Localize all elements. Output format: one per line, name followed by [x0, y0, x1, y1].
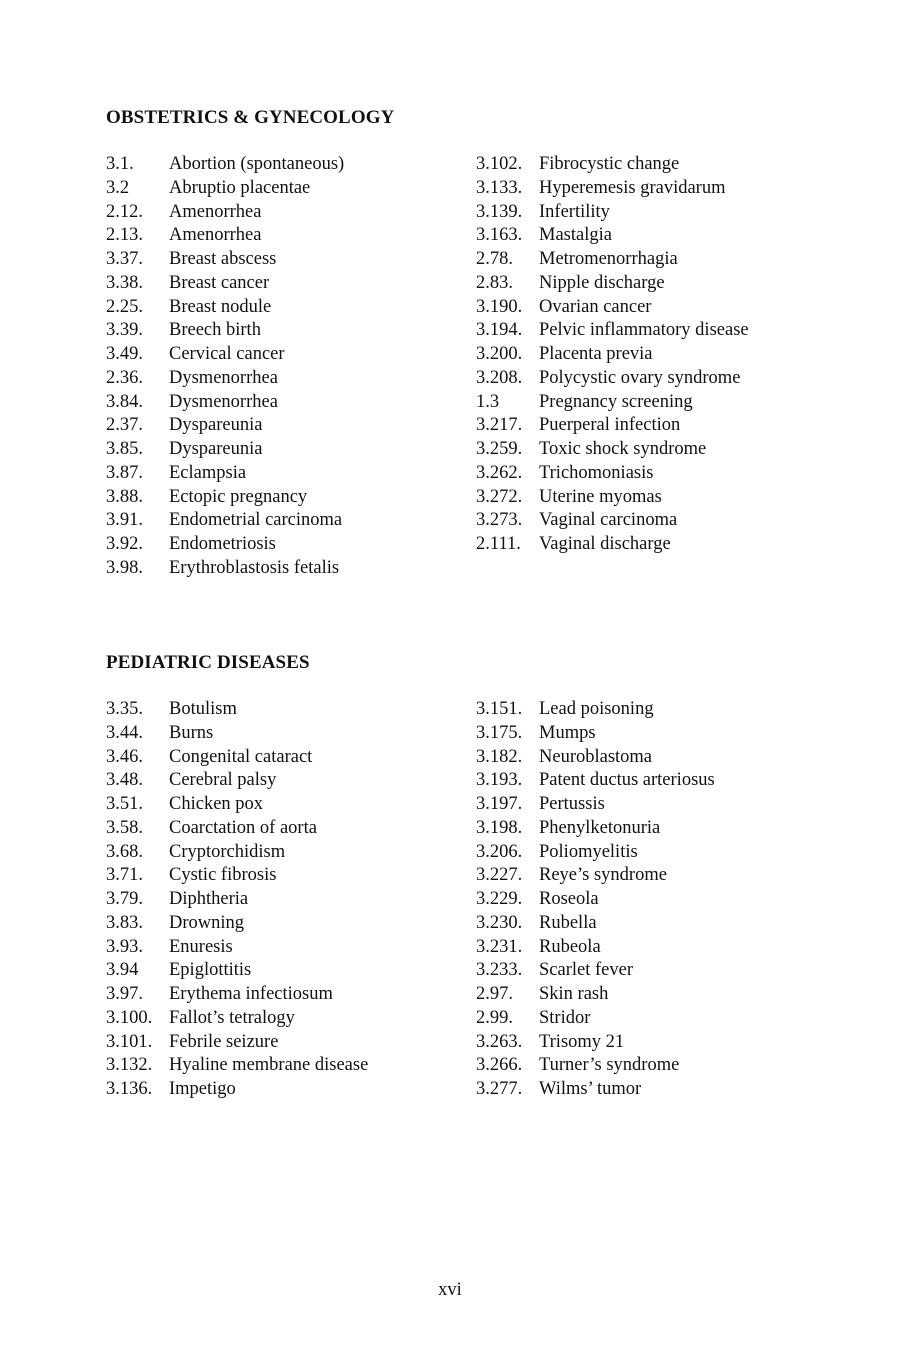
entry-term: Stridor — [539, 1007, 591, 1028]
index-entry — [476, 698, 715, 722]
index-entry — [476, 817, 715, 841]
entry-number: 3.97. — [106, 984, 143, 1004]
entry-number: 3.102. — [476, 154, 523, 174]
entry-term: Eclampsia — [169, 462, 247, 483]
index-entry — [106, 438, 344, 462]
index-entry — [476, 177, 749, 201]
index-entry — [476, 864, 715, 888]
index-entry — [476, 769, 715, 793]
index-entry — [476, 272, 749, 296]
entry-number: 2.83. — [476, 272, 513, 293]
index-entry — [106, 888, 368, 912]
entry-number: 3.48. — [106, 770, 143, 791]
entry-number: 3.198. — [476, 817, 523, 838]
entry-term: Poliomyelitis — [539, 841, 638, 862]
index-entry — [106, 391, 344, 415]
entry-term: Rubeola — [539, 936, 601, 957]
entry-number: 3.272. — [476, 486, 523, 507]
index-entry — [476, 1007, 715, 1031]
index-entry — [106, 722, 368, 746]
page-number: xvi — [438, 1280, 462, 1300]
entry-number: 3.230. — [476, 912, 523, 933]
section-heading-pediatric: PEDIATRIC DISEASES — [106, 652, 310, 673]
entry-number: 3.83. — [106, 912, 143, 933]
entry-number: 3.190. — [476, 296, 523, 317]
entry-number: 3.58. — [106, 817, 143, 838]
entry-term: Abruptio placentae — [169, 177, 311, 198]
entry-term: Turner’s syndrome — [539, 1055, 680, 1076]
entry-term: Erythroblastosis fetalis — [169, 557, 340, 578]
entry-number: 3.277. — [476, 1079, 523, 1099]
index-entry — [106, 272, 344, 296]
index-entry — [106, 177, 344, 201]
entry-number: 3.91. — [106, 510, 143, 531]
entry-number: 3.227. — [476, 865, 523, 886]
entry-term: Breech birth — [169, 320, 261, 341]
index-entry — [476, 1031, 715, 1055]
entry-term: Placenta previa — [539, 344, 653, 364]
entry-term: Botulism — [169, 699, 237, 719]
entry-term: Wilms’ tumor — [539, 1079, 642, 1099]
entry-number: 3.35. — [106, 699, 143, 719]
entry-number: 3.38. — [106, 272, 143, 293]
entry-term: Vaginal carcinoma — [539, 510, 678, 531]
entry-number: 3.46. — [106, 746, 143, 767]
index-entry — [476, 486, 749, 510]
entry-term: Epiglottitis — [169, 960, 252, 981]
entry-term: Mumps — [539, 722, 596, 743]
entry-term: Infertility — [539, 201, 610, 222]
index-entry — [106, 367, 344, 391]
entry-number: 3.263. — [476, 1031, 523, 1052]
entry-term: Nipple discharge — [539, 272, 665, 293]
entry-number: 3.151. — [476, 699, 523, 719]
entry-term: Fibrocystic change — [539, 154, 680, 174]
entry-term: Chicken pox — [169, 794, 264, 814]
entry-number: 3.217. — [476, 415, 523, 436]
entry-term: Dyspareunia — [169, 439, 263, 459]
entry-term: Breast nodule — [169, 296, 272, 317]
entry-number: 2.36. — [106, 367, 143, 388]
index-entry — [106, 557, 344, 581]
entry-number: 3.262. — [476, 462, 523, 483]
index-entry — [106, 864, 368, 888]
entry-term: Polycystic ovary syndrome — [539, 367, 741, 388]
entry-term: Drowning — [169, 912, 245, 933]
entry-term: Impetigo — [169, 1079, 236, 1099]
index-entry — [476, 722, 715, 746]
entry-term: Mastalgia — [539, 225, 612, 246]
index-entry — [106, 1031, 368, 1055]
entry-number: 3.88. — [106, 486, 143, 507]
entry-number: 3.193. — [476, 770, 523, 791]
entry-term: Hyperemesis gravidarum — [539, 177, 726, 198]
index-entry — [476, 509, 749, 533]
entry-number: 3.132. — [106, 1055, 153, 1076]
index-entry — [106, 983, 368, 1007]
index-entry — [106, 224, 344, 248]
index-entry — [476, 793, 715, 817]
entry-number: 3.136. — [106, 1079, 153, 1099]
index-entry — [476, 983, 715, 1007]
entry-term: Abortion (spontaneous) — [169, 154, 345, 174]
entry-term: Puerperal infection — [539, 415, 681, 436]
index-entry — [476, 153, 749, 177]
entry-term: Cerebral palsy — [169, 770, 277, 791]
entry-term: Cervical cancer — [169, 344, 285, 364]
entry-number: 3.206. — [476, 841, 523, 862]
index-entry — [476, 912, 715, 936]
entry-number: 3.100. — [106, 1007, 153, 1028]
entry-number: 3.163. — [476, 225, 523, 246]
entry-number: 3.85. — [106, 439, 143, 459]
entry-term: Enuresis — [169, 936, 233, 957]
entry-number: 3.175. — [476, 722, 523, 743]
entry-term: Burns — [169, 722, 214, 743]
entry-number: 3.49. — [106, 344, 143, 364]
entry-term: Breast cancer — [169, 272, 270, 293]
entry-number: 3.197. — [476, 794, 523, 814]
entry-term: Toxic shock syndrome — [539, 439, 707, 459]
entry-number: 1.3 — [476, 391, 500, 412]
entry-term: Uterine myomas — [539, 486, 662, 507]
index-entry — [106, 248, 344, 272]
index-entry — [476, 296, 749, 320]
entry-term: Vaginal discharge — [539, 534, 671, 554]
index-entry — [106, 698, 368, 722]
entry-term: Skin rash — [539, 984, 609, 1004]
entry-number: 3.231. — [476, 936, 523, 957]
obgyn-left-column — [106, 153, 344, 581]
entry-term: Dyspareunia — [169, 415, 263, 436]
index-entry — [476, 746, 715, 770]
entry-number: 3.51. — [106, 794, 143, 814]
index-entry — [476, 391, 749, 415]
entry-term: Reye’s syndrome — [539, 865, 667, 886]
pediatric-left-column — [106, 698, 368, 1102]
entry-number: 3.101. — [106, 1031, 153, 1052]
index-entry — [106, 414, 344, 438]
index-entry — [476, 888, 715, 912]
entry-number: 3.266. — [476, 1055, 523, 1076]
entry-term: Fallot’s tetralogy — [169, 1007, 295, 1028]
index-entry — [106, 959, 368, 983]
entry-term: Patent ductus arteriosus — [539, 770, 715, 791]
entry-term: Amenorrhea — [169, 225, 262, 246]
index-entry — [476, 414, 749, 438]
index-entry — [106, 153, 344, 177]
index-entry — [106, 817, 368, 841]
entry-number: 3.37. — [106, 249, 143, 269]
index-entry — [106, 746, 368, 770]
entry-term: Metromenorrhagia — [539, 249, 678, 269]
entry-number: 3.68. — [106, 841, 143, 862]
entry-term: Lead poisoning — [539, 699, 654, 719]
entry-number: 3.1. — [106, 154, 134, 174]
entry-term: Rubella — [539, 912, 597, 933]
entry-number: 3.84. — [106, 391, 143, 412]
index-entry — [106, 296, 344, 320]
entry-term: Scarlet fever — [539, 960, 633, 981]
entry-number: 3.194. — [476, 320, 523, 341]
entry-number: 3.233. — [476, 960, 523, 981]
entry-term: Neuroblastoma — [539, 746, 653, 767]
entry-term: Trichomoniasis — [539, 462, 654, 483]
index-entry — [476, 841, 715, 865]
entry-number: 2.12. — [106, 201, 143, 222]
index-entry — [476, 248, 749, 272]
pediatric-right-column — [476, 698, 715, 1102]
entry-term: Dysmenorrhea — [169, 367, 278, 388]
entry-number: 3.98. — [106, 557, 143, 578]
entry-term: Erythema infectiosum — [169, 984, 333, 1004]
entry-number: 3.71. — [106, 865, 143, 886]
entry-number: 2.97. — [476, 984, 513, 1004]
entry-number: 3.200. — [476, 344, 523, 364]
entry-term: Pelvic inflammatory disease — [539, 320, 749, 341]
entry-number: 3.92. — [106, 534, 143, 554]
entry-term: Endometriosis — [169, 534, 276, 554]
index-entry — [476, 201, 749, 225]
entry-term: Amenorrhea — [169, 201, 262, 222]
entry-term: Ovarian cancer — [539, 296, 652, 317]
entry-number: 3.94 — [106, 960, 139, 981]
entry-term: Pertussis — [539, 794, 605, 814]
entry-number: 3.87. — [106, 462, 143, 483]
index-entry — [476, 224, 749, 248]
entry-term: Coarctation of aorta — [169, 817, 317, 838]
index-entry — [106, 793, 368, 817]
entry-number: 3.39. — [106, 320, 143, 341]
entry-number: 2.99. — [476, 1007, 513, 1028]
entry-number: 3.208. — [476, 367, 523, 388]
index-entry — [476, 533, 749, 557]
entry-number: 2.13. — [106, 225, 143, 246]
entry-number: 3.79. — [106, 889, 143, 909]
section-heading-obgyn: OBSTETRICS & GYNECOLOGY — [106, 107, 395, 128]
index-entry — [106, 1054, 368, 1078]
index-entry — [106, 533, 344, 557]
index-entry — [106, 912, 368, 936]
entry-term: Phenylketonuria — [539, 817, 661, 838]
entry-number: 3.139. — [476, 201, 523, 222]
index-entry — [476, 936, 715, 960]
entry-term: Pregnancy screening — [539, 391, 693, 412]
index-entry — [106, 462, 344, 486]
index-entry — [476, 438, 749, 462]
index-entry — [476, 462, 749, 486]
index-entry — [106, 1078, 368, 1102]
entry-number: 3.273. — [476, 510, 523, 531]
index-entry — [476, 343, 749, 367]
index-entry — [106, 769, 368, 793]
index-entry — [476, 1054, 715, 1078]
index-entry — [476, 367, 749, 391]
entry-number: 3.2 — [106, 177, 130, 198]
index-entry — [476, 959, 715, 983]
entry-term: Endometrial carcinoma — [169, 510, 343, 531]
entry-number: 3.44. — [106, 722, 143, 743]
index-entry — [106, 201, 344, 225]
entry-number: 3.229. — [476, 889, 523, 909]
entry-term: Cystic fibrosis — [169, 865, 277, 886]
obgyn-right-column — [476, 153, 749, 557]
entry-number: 3.133. — [476, 177, 523, 198]
entry-term: Ectopic pregnancy — [169, 486, 308, 507]
index-entry — [106, 509, 344, 533]
entry-term: Dysmenorrhea — [169, 391, 278, 412]
entry-number: 2.111. — [476, 534, 521, 554]
entry-term: Diphtheria — [169, 889, 249, 909]
entry-term: Cryptorchidism — [169, 841, 286, 862]
entry-number: 3.182. — [476, 746, 523, 767]
index-entry — [476, 319, 749, 343]
index-entry — [106, 486, 344, 510]
index-entry — [106, 319, 344, 343]
entry-number: 2.25. — [106, 296, 143, 317]
entry-term: Breast abscess — [169, 249, 277, 269]
index-entry — [476, 1078, 715, 1102]
entry-term: Congenital cataract — [169, 746, 313, 767]
entry-number: 2.37. — [106, 415, 143, 436]
entry-number: 3.259. — [476, 439, 523, 459]
entry-number: 2.78. — [476, 249, 513, 269]
entry-number: 3.93. — [106, 936, 143, 957]
entry-term: Trisomy 21 — [539, 1031, 625, 1052]
entry-term: Hyaline membrane disease — [169, 1055, 369, 1076]
entry-term: Roseola — [539, 889, 599, 909]
entry-term: Febrile seizure — [169, 1031, 279, 1052]
index-entry — [106, 343, 344, 367]
index-entry — [106, 1007, 368, 1031]
index-entry — [106, 936, 368, 960]
index-entry — [106, 841, 368, 865]
